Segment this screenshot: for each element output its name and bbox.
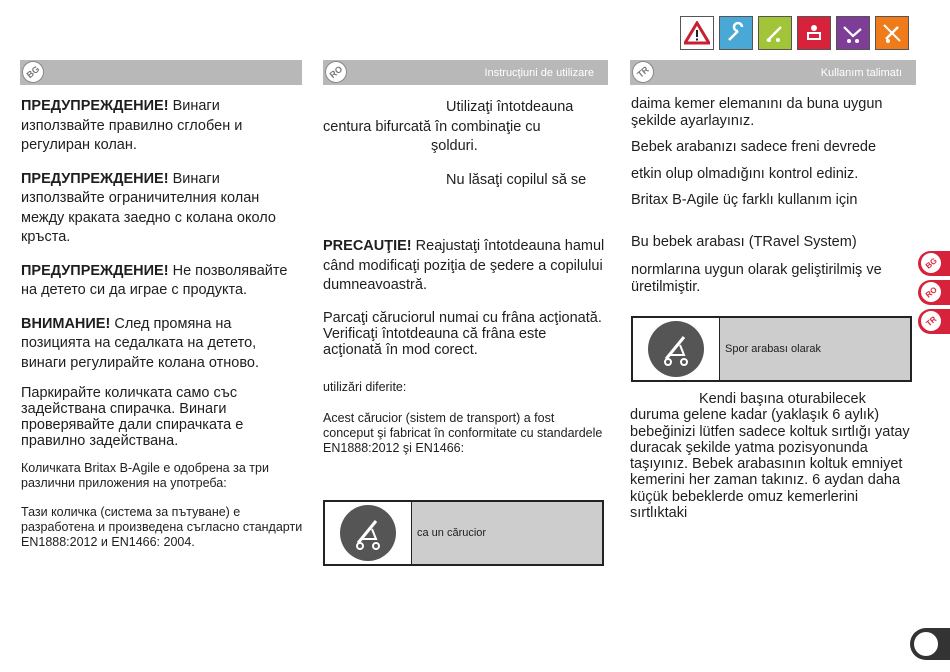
tr-text-3: etkin olup olmadığını kontrol ediniz. bbox=[631, 165, 859, 182]
bg-header-bar bbox=[20, 60, 302, 85]
bg-brake-text: Паркирайте количката само със задействана спирачка. Винаги проверявайте дали спирачката е правилно задействана. bbox=[21, 385, 244, 449]
bg-warning-1: ПРЕДУПРЕЖДЕНИЕ! Винаги използвайте правилно сглобен и регулиран колан. bbox=[21, 98, 243, 153]
tr-usage-label: Spor arabası olarak bbox=[720, 318, 910, 380]
tr-text-2: Bebek arabanızı sadece freni devrede bbox=[631, 139, 877, 155]
pictogram-bar bbox=[680, 16, 909, 50]
side-tab-ro[interactable]: RO bbox=[918, 280, 950, 305]
warning-icon bbox=[680, 16, 714, 50]
ro-column bbox=[323, 98, 608, 456]
ro-brake-text: Parcaţi căruciorul numai cu frâna acţionată. Verificaţi întotdeauna că frâna este acţionată în mod corect. bbox=[323, 309, 602, 358]
ro-usage-box bbox=[323, 500, 604, 566]
ro-header-bar bbox=[323, 60, 608, 85]
stroller-recline-icon bbox=[836, 16, 870, 50]
ro-text-1b: centura bifurcată în combinaţie cu bbox=[323, 118, 541, 135]
ro-standards-text: Acest cărucior (sistem de transport) a fost conceput şi fabricat în conformitate cu standardele EN1888:2012 şi EN1466: bbox=[323, 410, 603, 455]
wrench-icon bbox=[719, 16, 753, 50]
bg-warning-3: ПРЕДУПРЕЖДЕНИЕ! Не позволявайте на детето си да играе с продукта. bbox=[21, 262, 288, 298]
stroller-icon bbox=[758, 16, 792, 50]
ro-caution: PRECAUŢIE! Reajustaţi întotdeauna hamul când modificaţi poziţia de şedere a copilului dumneavoastră. bbox=[323, 238, 605, 293]
stroller-icon bbox=[340, 505, 396, 561]
baby-seat-icon bbox=[797, 16, 831, 50]
tr-text-7b: duruma gelene kadar (yaklaşık 6 aylık) bebeğinizi lütfen sadece koltuk sırtlığı yatay duracak şekilde yatma pozisyonunda taşıyınız. Bebek arabasının koltuk emniyet kemerini her zaman takınız. 6 aydan daha küçük bebeklerde omuz kemerlerini sırtlıktaki bbox=[630, 407, 910, 522]
bg-approval-text: Количката Britax B-Agile е одобрена за три различни приложения на употреба: bbox=[21, 461, 269, 490]
page-corner-tab bbox=[910, 628, 950, 660]
bg-language-badge: BG bbox=[18, 57, 49, 88]
tr-text-7a: Kendi başına oturabilecek bbox=[699, 391, 866, 407]
bg-caution: ВНИМАНИЕ! След промяна на позицията на седалката на детето, винаги регулирайте колана отново. bbox=[21, 315, 259, 371]
tr-text-1: daima kemer elemanını da buna uygun şekilde ayarlayınız. bbox=[631, 96, 883, 129]
ro-uses-text: utilizări diferite: bbox=[323, 379, 407, 394]
side-tab-tr[interactable]: TR bbox=[918, 309, 950, 334]
tr-text-6: normlarına uygun olarak geliştirilmiş ve üretilmiştir. bbox=[631, 262, 882, 295]
ro-text-2: Nu lăsaţi copilul să se bbox=[446, 171, 587, 188]
ro-usage-icon-cell bbox=[325, 502, 412, 564]
tr-text-5: Bu bebek arabası (TRavel System) bbox=[631, 233, 857, 250]
tr-column-lower bbox=[630, 391, 912, 521]
tr-column bbox=[631, 96, 911, 296]
tr-header-title: Kullanım talimatı bbox=[820, 67, 902, 79]
tr-header-bar bbox=[630, 60, 916, 85]
ro-text-1a: Utilizaţi întotdeauna bbox=[446, 99, 574, 115]
bg-column bbox=[21, 97, 303, 550]
no-stroller-icon bbox=[875, 16, 909, 50]
tr-usage-box bbox=[631, 316, 912, 382]
tr-text-4: Britax B-Agile üç farklı kullanım için bbox=[631, 192, 858, 208]
bg-warning-2: ПРЕДУПРЕЖДЕНИЕ! Винаги използвайте ограничителния колан между краката заедно с колана около кръста. bbox=[21, 170, 276, 245]
tr-language-badge: TR bbox=[628, 57, 659, 88]
ro-text-1c: şolduri. bbox=[431, 138, 478, 154]
bg-standards-text: Тази количка (система за пътуване) е разработена и произведена съгласно стандарти EN1888:2012 и EN1466: 2004. bbox=[21, 505, 303, 549]
ro-usage-label: ca un cărucior bbox=[412, 502, 602, 564]
ro-language-badge: RO bbox=[321, 57, 352, 88]
ro-header-title: Instrucţiuni de utilizare bbox=[484, 67, 594, 79]
stroller-icon bbox=[648, 321, 704, 377]
side-tab-bg[interactable]: BG bbox=[918, 251, 950, 276]
tr-usage-icon-cell bbox=[633, 318, 720, 380]
